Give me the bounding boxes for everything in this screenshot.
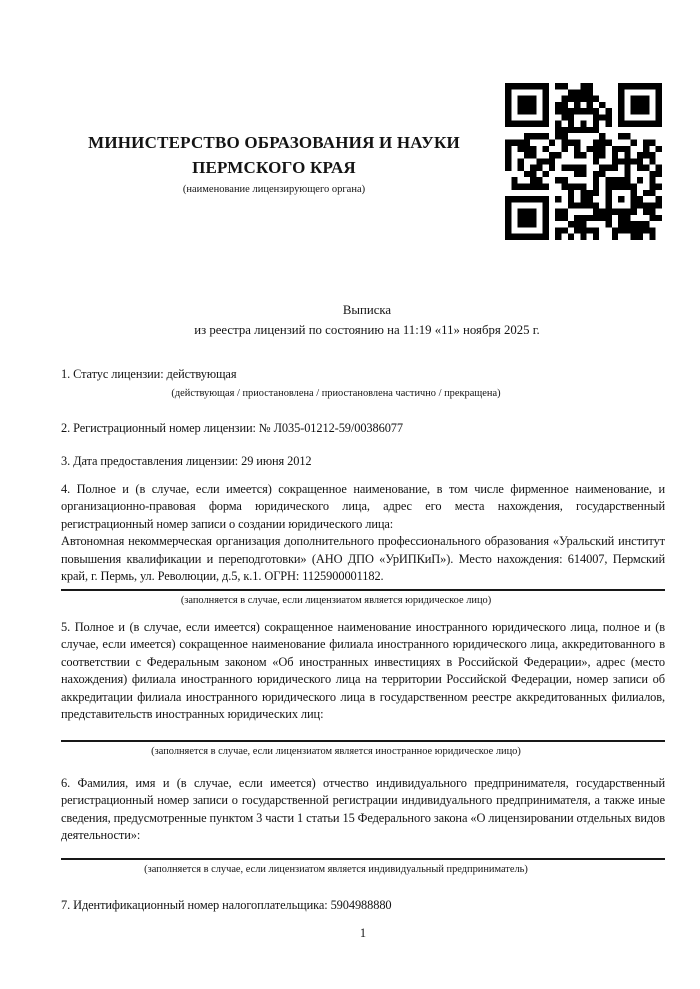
qr-code-icon bbox=[505, 83, 662, 240]
field-legal-entity-note: (заполняется в случае, если лицензиатом является юридическое лицо) bbox=[180, 595, 492, 606]
underline-legal-entity bbox=[61, 589, 665, 591]
field-individual-entrepreneur-note: (заполняется в случае, если лицензиатом является индивидуальный предприниматель) bbox=[144, 864, 528, 875]
field-legal-entity-label: 4. Полное и (в случае, если имеется) сокращенное наименование, в том числе фирменное наименование, и организационно-правовая форма юридического лица, адрес его места нахождения, государственный регистрационный номер записи о создании юридического лица: bbox=[61, 482, 665, 531]
ministry-name: МИНИСТЕРСТВО ОБРАЗОВАНИЯ И НАУКИ ПЕРМСКОГО КРАЯ bbox=[88, 133, 460, 177]
field-legal-entity bbox=[61, 481, 665, 585]
licensing-authority-header bbox=[66, 131, 482, 195]
document-title bbox=[63, 300, 671, 340]
field-grant-date: 3. Дата предоставления лицензии: 29 июня 2012 bbox=[61, 454, 312, 468]
field-foreign-entity-note: (заполняется в случае, если лицензиатом является иностранное юридическое лицо) bbox=[151, 746, 521, 757]
field-individual-entrepreneur: 6. Фамилия, имя и (в случае, если имеется) отчество индивидуального предпринимателя, государственный регистрационный номер записи о государственной регистрации индивидуального предпринимателя, а также иные сведения, предусмотренные пунктом 3 части 1 статьи 15 Федерального закона «О лицензировании отдельных видов деятельности»: bbox=[61, 776, 665, 843]
underline-foreign-entity bbox=[61, 740, 665, 742]
field-foreign-entity: 5. Полное и (в случае, если имеется) сокращенное наименование иностранного юридического лица, полное и (в случае, если имеется) сокращенное наименование филиала иностранного юридического лица, аккредитованного в соответствии с Федеральным законом «Об иностранных инвестициях в Российской Федерации», адрес (место нахождения) филиала иностранного юридического лица на территории Российской Федерации, номер записи об аккредитации филиала иностранного юридического лица в государственном реестре аккредитованных филиалов, представительств иностранных юридических лиц: bbox=[61, 620, 665, 722]
document-title-line1: Выписка bbox=[342, 303, 392, 317]
field-license-status-note: (действующая / приостановлена / приостановлена частично / прекращена) bbox=[171, 388, 501, 399]
underline-individual-entrepreneur bbox=[61, 858, 665, 860]
field-license-status: 1. Статус лицензии: действующая bbox=[61, 367, 237, 381]
field-registration-number: 2. Регистрационный номер лицензии: № Л035-01212-59/00386077 bbox=[61, 421, 403, 435]
ministry-caption: (наименование лицензирующего органа) bbox=[182, 184, 366, 195]
page-number: 1 bbox=[359, 926, 367, 940]
field-taxpayer-inn: 7. Идентификационный номер налогоплательщика: 5904988880 bbox=[61, 898, 392, 912]
document-title-line2: из реестра лицензий по состоянию на 11:19 «11» ноября 2025 г. bbox=[194, 323, 540, 337]
field-legal-entity-value: Автономная некоммерческая организация дополнительного профессионального образования «Уральский институт повышения квалификации и переподготовки» (АНО ДПО «УрИПКиП»). Место нахождения: 614007, Пермский край, г. Пермь, ул. Революции, д.5, к.1. ОГРН: 1125900001182. bbox=[61, 534, 665, 584]
